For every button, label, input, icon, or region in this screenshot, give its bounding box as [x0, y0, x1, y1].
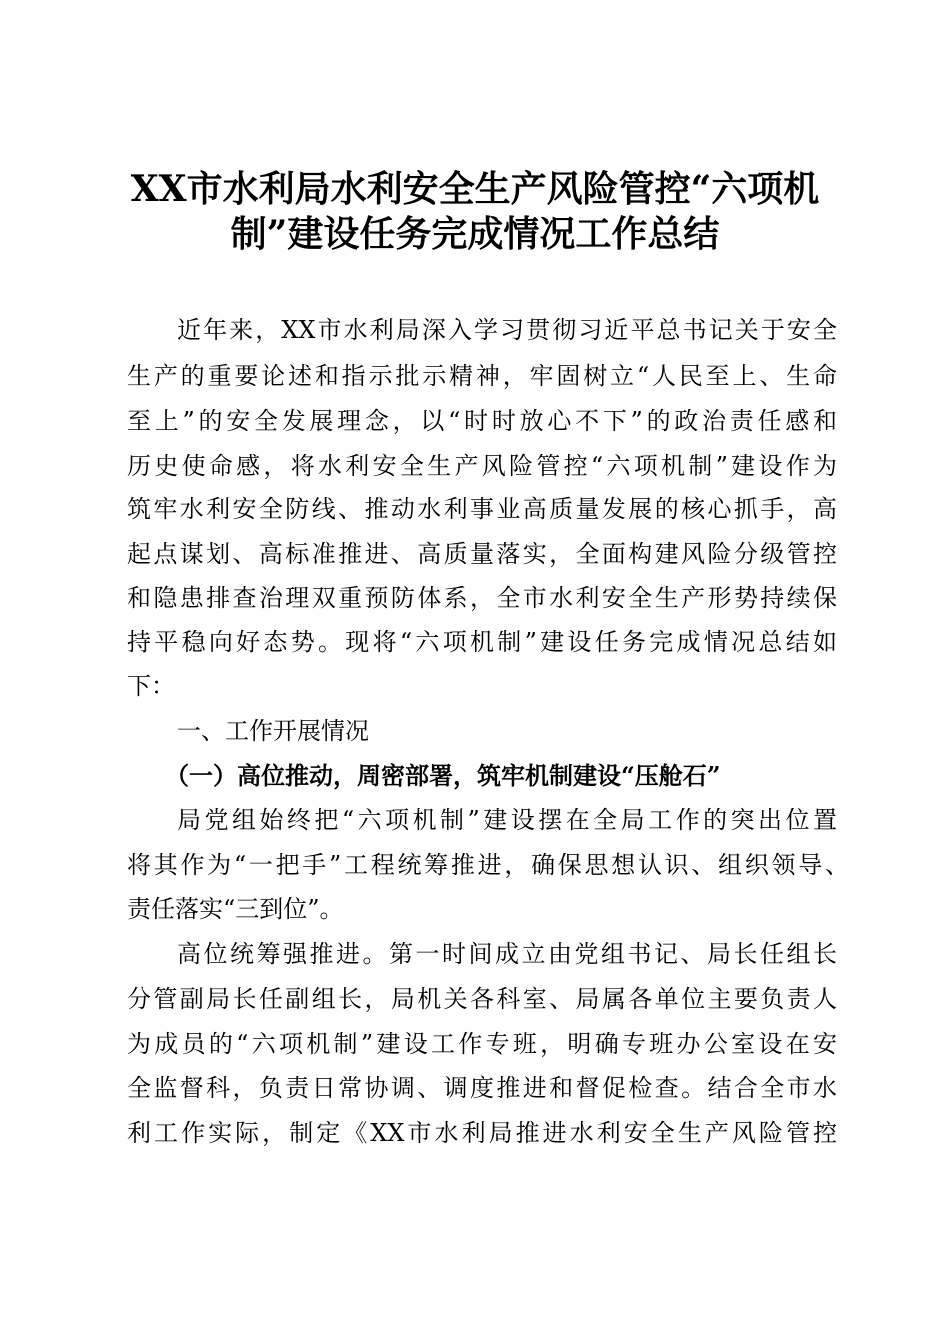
intro-paragraph-line: 历史使命感，将水利安全生产风险管控“六项机制”建设作为 [127, 452, 837, 480]
intro-paragraph-line: 近年来，XX市水利局深入学习贯彻习近平总书记关于安全 [177, 316, 837, 344]
section-heading: 一、工作开展情况 [177, 717, 369, 745]
intro-paragraph-line: 筑牢水利安全防线、推动水利事业高质量发展的核心抓手，高 [127, 495, 837, 523]
paragraph-line: 局党组始终把“六项机制”建设摆在全局工作的突出位置 [177, 806, 837, 834]
intro-paragraph-line: 至上”的安全发展理念，以“时时放心不下”的政治责任感和 [127, 407, 837, 435]
paragraph-line: 分管副局长任副组长，局机关各科室、局属各单位主要负责人 [127, 985, 837, 1013]
intro-paragraph-line: 生产的重要论述和指示批示精神，牢固树立“人民至上、生命 [127, 362, 837, 390]
intro-paragraph-line: 下： [127, 672, 175, 700]
intro-paragraph-line: 持平稳向好态势。现将“六项机制”建设任务完成情况总结如 [127, 628, 837, 656]
document-title-line-2: 制”建设任务完成情况工作总结 [230, 213, 720, 255]
document-title-line-1: XX市水利局水利安全生产风险管控“六项机 [130, 168, 820, 210]
paragraph-line: 为成员的“六项机制”建设工作专班，明确专班办公室设在安 [127, 1030, 837, 1058]
paragraph-line: 将其作为“一把手”工程统筹推进，确保思想认识、组织领导、 [127, 851, 849, 879]
paragraph-line: 高位统筹强推进。第一时间成立由党组书记、局长任组长 [177, 940, 837, 968]
intro-paragraph-line: 起点谋划、高标准推进、高质量落实，全面构建风险分级管控 [127, 540, 837, 568]
intro-paragraph-line: 和隐患排查治理双重预防体系，全市水利安全生产形势持续保 [127, 584, 837, 612]
paragraph-line: 利工作实际，制定《XX市水利局推进水利安全生产风险管控 [127, 1119, 837, 1147]
subsection-heading: （一）高位推动，周密部署，筑牢机制建设“压舱石” [165, 761, 721, 790]
paragraph-line: 全监督科，负责日常协调、调度推进和督促检查。结合全市水 [127, 1074, 837, 1102]
paragraph-line: 责任落实“三到位”。 [127, 895, 344, 923]
